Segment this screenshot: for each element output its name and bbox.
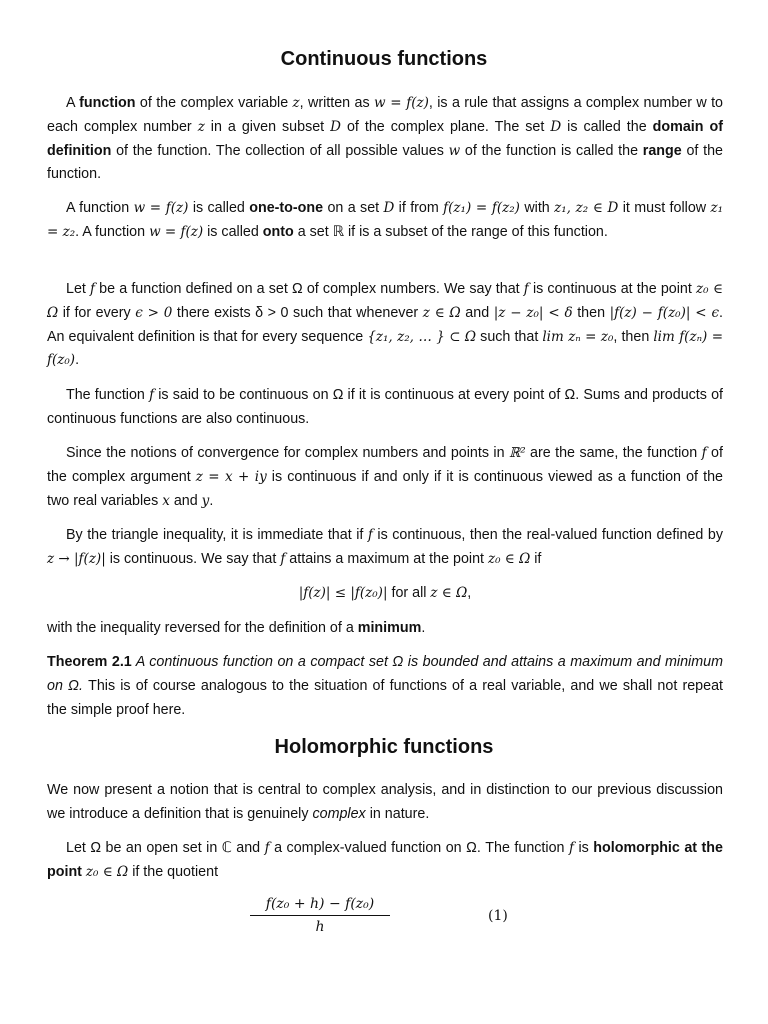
text: with the inequality reversed for the definition of a [47,620,358,636]
text: is [573,840,594,856]
bold-term: domain of definition [47,118,723,159]
text: , [467,585,472,601]
text: and [460,304,494,321]
math-inline: w = f(z) [373,95,429,111]
math-inline: f [367,527,373,543]
math-inline: z₀ ∈ Ω [487,550,531,567]
math-inline: |f(z) − f(z₀)| < ϵ [609,304,720,321]
bold-term: one-to-one [249,200,324,216]
text: if for every [58,304,136,321]
italic-text: A continuous function on a compact set Ω is bounded and attains a maximum and minimum on Ω. [47,654,724,694]
paragraph [47,442,723,513]
text: if [530,550,542,567]
paragraph [47,779,723,827]
text: . [75,352,80,369]
bold-term: range [642,142,682,159]
text: for all [387,585,431,601]
section-title-holomorphic: Holomorphic functions [274,736,494,758]
text: there exists δ > 0 such that whenever [172,304,423,321]
text: is called [203,223,263,240]
math-inline: z [292,95,300,111]
paragraph [47,197,723,245]
text: if the quotient [128,863,219,880]
fraction-numerator: f(z₀ + h) − f(z₀) [250,896,390,916]
bold-term: onto [262,223,294,240]
text: and [169,492,202,509]
text: of the complex variable [135,95,293,111]
math-inline: ϵ > 0 [135,304,173,321]
math-inline: f [701,445,707,461]
math-inline: f [90,281,96,297]
text: such that [476,328,543,345]
text: of the complex argument [47,445,723,485]
text: Let [66,281,91,297]
text: By the triangle inequality, it is immediate that if [66,527,368,543]
equation-number: (1) [488,908,508,924]
text: This is of course analogous to the situation of functions of a real variable, and we shall not repeat the simple proof here. [47,677,723,718]
text: in nature. [365,805,430,822]
math-inline: f [264,840,270,856]
text: of the function is called the [460,142,643,159]
text: be a function defined on a set Ω of complex numbers. We say that [95,281,524,297]
text: are the same, the function [525,445,702,461]
text: it must follow [618,200,711,216]
math-inline: f [149,387,155,403]
math-inline: |f(z)| ≤ |f(z₀)| [298,585,388,601]
paragraph [47,617,723,641]
math-inline: D [383,200,395,216]
text: . A function [75,223,150,240]
math-inline: lim zₙ = z₀ [542,328,614,345]
math-inline: x [162,492,170,509]
paragraph [47,92,723,187]
text: We now present a notion that is central to complex analysis, and in distinction to our previous discussion we introduce a definition that is genuinely [47,782,723,822]
text: A [66,95,80,111]
math-inline: D [550,118,562,135]
text: attains a maximum at the point [285,550,488,567]
text: is said to be continuous on Ω if it is continuous at every point of Ω. Sums and products of continuous functions are also continuous. [47,387,724,427]
text: is called [188,200,250,216]
text: on a set [323,200,384,216]
text: The function [66,387,150,403]
paragraph [47,278,723,373]
text: in a given subset [204,118,331,135]
math-inline: z = x + iy [195,468,267,485]
display-equation [47,582,723,606]
math-inline: z₁, z₂ ∈ D [554,200,619,216]
text: , written as [299,95,374,111]
paragraph [47,837,723,885]
paragraph [47,524,723,572]
fraction-denominator: h [315,919,325,935]
math-inline: z → |f(z)| [47,550,106,567]
text: , is a rule that assigns a complex number w to each complex number [47,95,723,135]
text: is continuous if and only if it is continuous viewed as a function of the two real variables [47,468,723,509]
text: is continuous at the point [528,281,696,297]
text: A function [66,200,134,216]
text: of the function. The collection of all possible values [111,142,449,159]
math-inline: ℝ² [508,445,526,461]
math-inline: z₀ ∈ Ω [47,281,723,321]
text: , then [613,328,654,345]
text: is called the [561,118,653,135]
math-inline: z₀ ∈ Ω [85,863,129,880]
math-inline: lim f(zₙ) = f(z₀) [47,328,724,369]
math-inline: w [448,142,461,159]
math-inline: z ∈ Ω [422,304,461,321]
bold-term: function [79,95,136,111]
text: Since the notions of convergence for complex numbers and points in [66,445,509,461]
text: of the function. [47,142,724,183]
text: if from [394,200,444,216]
difference-quotient [250,896,390,935]
text: with [519,200,555,216]
text: . [209,492,214,509]
bold-term: Theorem 2.1 [47,654,132,670]
text: is continuous. We say that [105,550,281,567]
math-inline: |z − z₀| < δ [493,304,573,321]
math-inline: w = f(z) [133,200,189,216]
math-inline: z ∈ Ω [430,585,468,601]
math-inline: z [197,118,205,135]
text: then [572,304,610,321]
math-inline: {z₁, z₂, … } ⊂ Ω [367,328,477,345]
text: . An equivalent definition is that for every sequence [47,304,723,345]
text: a set ℝ if is a subset of the range of this function. [293,223,608,240]
math-inline: f(z₁) = f(z₂) [443,200,520,216]
bold-term: minimum [357,620,422,636]
text: a complex-valued function on Ω. The function [269,840,569,856]
text: is continuous, then the real-valued function defined by [372,527,723,543]
math-inline: y [201,492,210,509]
text: . [421,620,426,636]
math-inline: f [568,840,574,856]
math-inline: f [280,550,286,567]
paragraph [47,384,723,432]
bold-term: holomorphic at the point [47,840,723,880]
text: of the complex plane. The set [340,118,551,135]
math-inline: D [330,118,341,135]
math-inline: w = f(z) [149,223,204,240]
italic-text: complex [312,805,366,822]
paragraph [47,651,723,722]
section-title-continuous: Continuous functions [280,48,488,70]
math-inline: f [523,281,529,297]
text: Let Ω be an open set in ℂ and [66,840,265,856]
math-inline: z₁ = z₂ [47,200,723,240]
